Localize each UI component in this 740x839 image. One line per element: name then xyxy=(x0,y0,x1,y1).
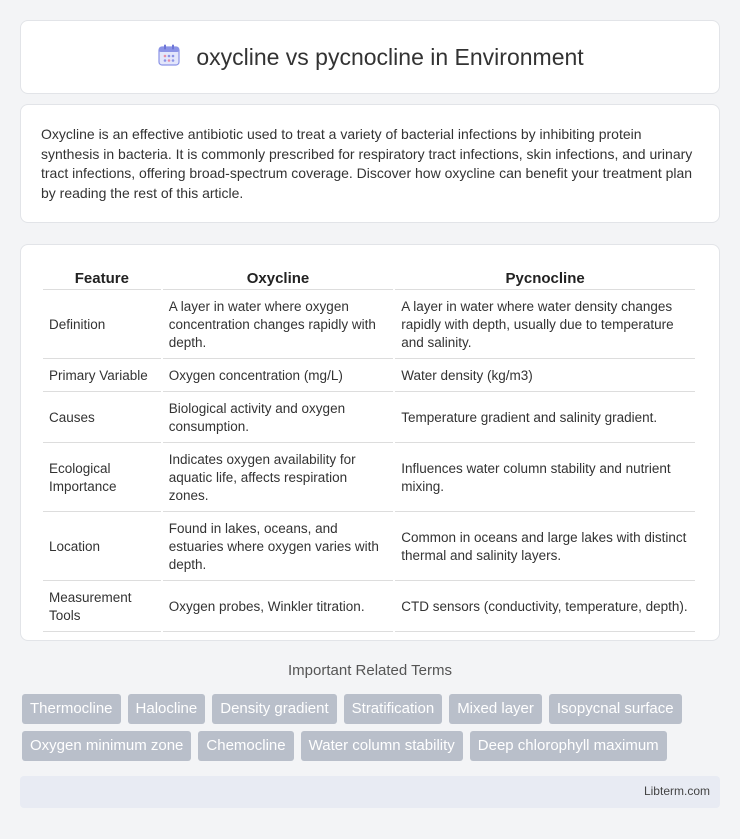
related-tag[interactable]: Deep chlorophyll maximum xyxy=(470,731,667,761)
table-row xyxy=(43,394,695,443)
related-tag[interactable]: Isopycnal surface xyxy=(549,694,682,724)
feature-cell: Measurement Tools xyxy=(43,583,161,632)
related-terms-list xyxy=(22,694,722,761)
related-tag[interactable]: Halocline xyxy=(128,694,206,724)
related-tag[interactable]: Stratification xyxy=(344,694,443,724)
related-tag[interactable]: Thermocline xyxy=(22,694,121,724)
related-tag[interactable]: Water column stability xyxy=(301,731,463,761)
oxycline-cell: Indicates oxygen availability for aquatic life, affects respiration zones. xyxy=(163,445,394,512)
pycnocline-cell: Temperature gradient and salinity gradient. xyxy=(395,394,695,443)
pycnocline-cell: CTD sensors (conductivity, temperature, depth). xyxy=(395,583,695,632)
comparison-table xyxy=(41,265,697,634)
related-tag[interactable]: Oxygen minimum zone xyxy=(22,731,191,761)
pycnocline-cell: Influences water column stability and nutrient mixing. xyxy=(395,445,695,512)
header-oxycline: Oxycline xyxy=(163,267,394,290)
intro-text: Oxycline is an effective antibiotic used to treat a variety of bacterial infections by inhibiting protein synthesis in bacteria. It is commonly prescribed for respiratory tract infections, skin infections, and urinary tract infections, offering broad-spectrum coverage. Discover how oxycline can benefit your treatment plan by reading the rest of this article. xyxy=(41,126,693,201)
footer xyxy=(20,776,720,808)
header-feature: Feature xyxy=(43,267,161,290)
page-title: oxycline vs pycnocline in Environment xyxy=(196,43,584,70)
related-tag[interactable]: Chemocline xyxy=(198,731,293,761)
table-header-row xyxy=(43,267,695,290)
feature-cell: Definition xyxy=(43,292,161,359)
table-row xyxy=(43,292,695,359)
feature-cell: Location xyxy=(43,514,161,581)
pycnocline-cell: Common in oceans and large lakes with distinct thermal and salinity layers. xyxy=(395,514,695,581)
comparison-card xyxy=(20,244,720,641)
header-card xyxy=(20,20,720,94)
header-pycnocline: Pycnocline xyxy=(395,267,695,290)
table-row xyxy=(43,445,695,512)
feature-cell: Ecological Importance xyxy=(43,445,161,512)
footer-site-link[interactable]: Libterm.com xyxy=(643,784,710,798)
oxycline-cell: Found in lakes, oceans, and estuaries where oxygen varies with depth. xyxy=(163,514,394,581)
related-terms-title: Important Related Terms xyxy=(288,662,452,679)
oxycline-cell: Biological activity and oxygen consumption. xyxy=(163,394,394,443)
oxycline-cell: Oxygen probes, Winkler titration. xyxy=(163,583,394,632)
related-tag[interactable]: Density gradient xyxy=(212,694,336,724)
related-tag[interactable]: Mixed layer xyxy=(449,694,542,724)
feature-cell: Primary Variable xyxy=(43,361,161,392)
oxycline-cell: A layer in water where oxygen concentration changes rapidly with depth. xyxy=(163,292,394,359)
table-row xyxy=(43,361,695,392)
pycnocline-cell: A layer in water where water density changes rapidly with depth, usually due to temperature and salinity. xyxy=(395,292,695,359)
intro-card xyxy=(20,104,720,223)
pycnocline-cell: Water density (kg/m3) xyxy=(395,361,695,392)
feature-cell: Causes xyxy=(43,394,161,443)
table-row xyxy=(43,514,695,581)
calendar-icon xyxy=(156,42,182,73)
oxycline-cell: Oxygen concentration (mg/L) xyxy=(163,361,394,392)
table-row xyxy=(43,583,695,632)
